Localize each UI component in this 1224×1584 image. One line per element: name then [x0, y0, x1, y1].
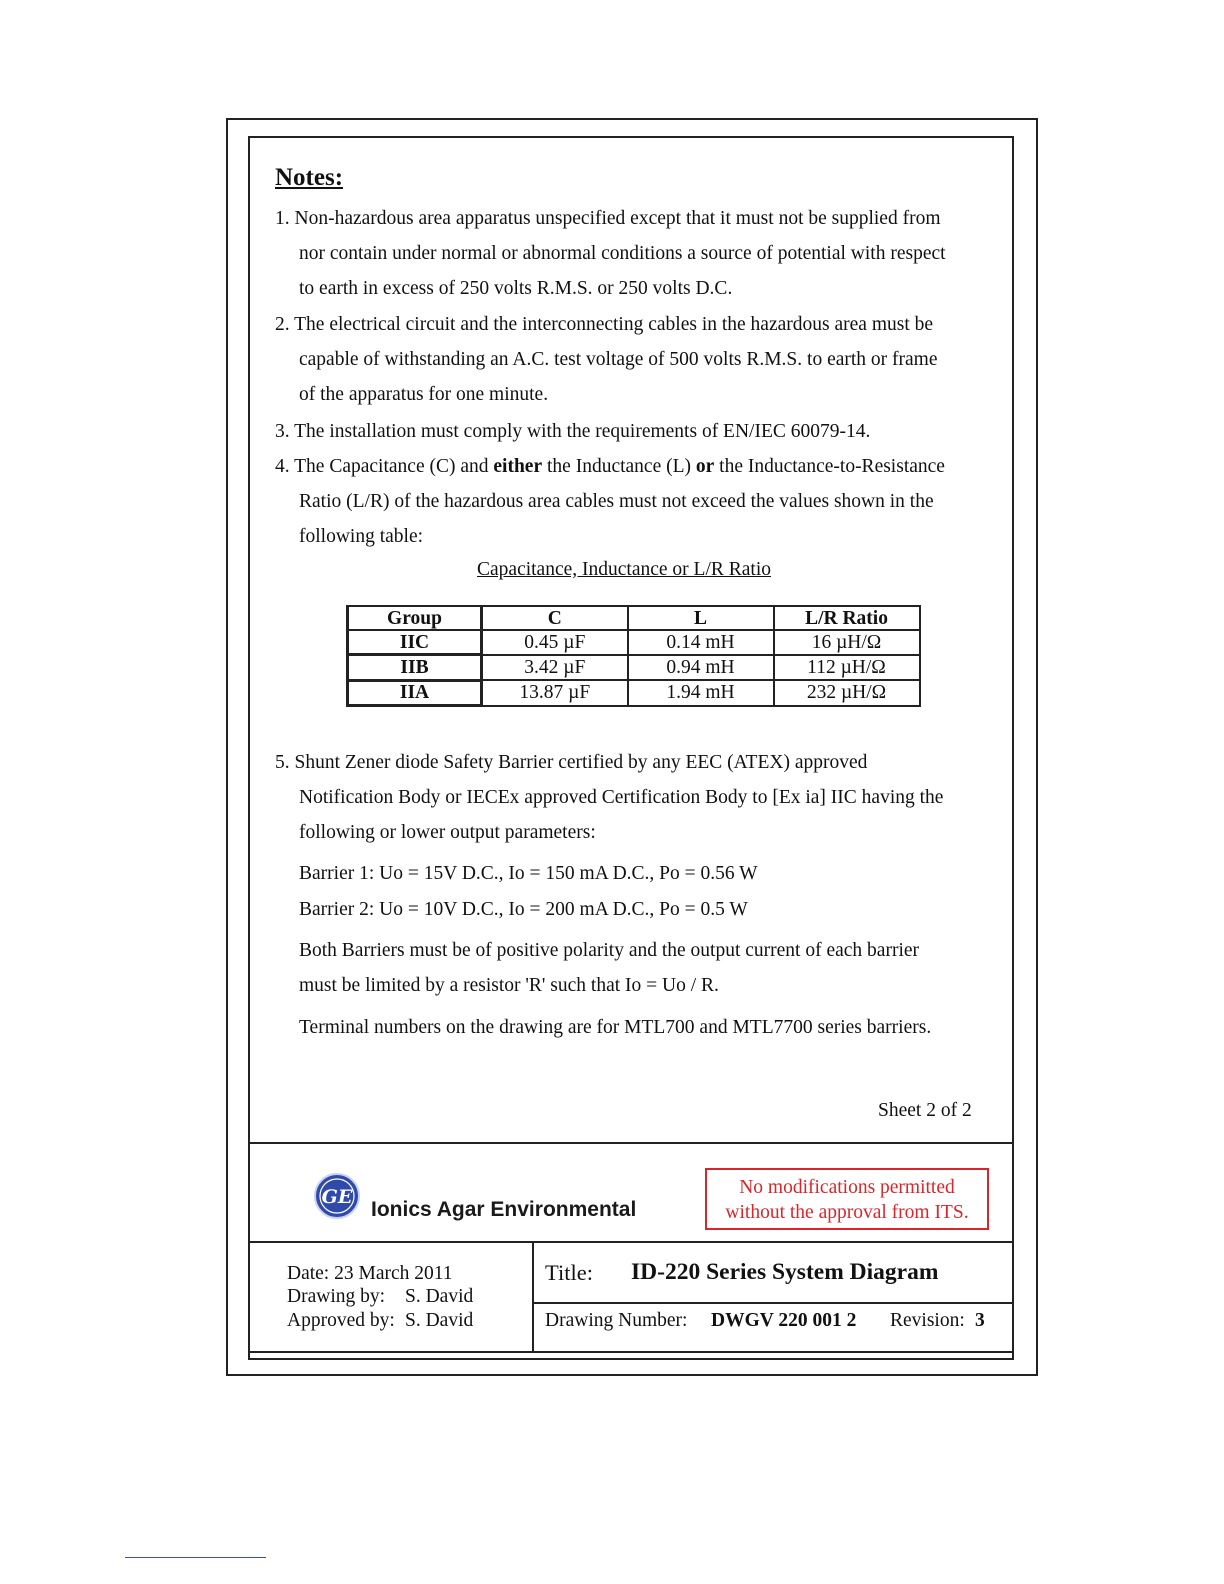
note-4-line-3: following table: — [299, 526, 424, 547]
drawing-date: Date: 23 March 2011 — [287, 1263, 453, 1284]
table-header-cell: L — [628, 606, 774, 630]
table-row — [348, 680, 920, 705]
table-cell-group: IIB — [348, 655, 482, 680]
note-1-line-3: to earth in excess of 250 volts R.M.S. or 250 volts D.C. — [299, 278, 733, 299]
table-cell-group: IIA — [348, 680, 482, 705]
title-block-top-divider — [248, 1142, 1014, 1144]
table-header-row — [348, 606, 920, 630]
table-cell: 232 µH/Ω — [774, 680, 920, 705]
table-cell: 0.14 mH — [628, 630, 774, 655]
table-cell: 0.45 µF — [482, 630, 628, 655]
emphasis-or: or — [695, 456, 715, 477]
drawing-title: ID-220 Series System Diagram — [631, 1259, 939, 1285]
note-5-line-1: 5. Shunt Zener diode Safety Barrier certified by any EEC (ATEX) approved — [275, 752, 868, 773]
title-label: Title: — [545, 1260, 593, 1285]
note-4-line-1: 4. The Capacitance (C) and either the Inductance (L) or the Inductance-to-Resistance — [275, 456, 945, 477]
company-name: Ionics Agar Environmental — [371, 1198, 637, 1221]
approved-by-value: S. David — [405, 1310, 474, 1331]
approved-by-label: Approved by: — [287, 1310, 395, 1331]
emphasis-either: either — [493, 456, 543, 477]
table-cell: 1.94 mH — [628, 680, 774, 705]
terminal-note: Terminal numbers on the drawing are for MTL700 and MTL7700 series barriers. — [299, 1017, 932, 1038]
capacitance-table — [346, 605, 921, 707]
table-row — [348, 655, 920, 680]
note-2-line-3: of the apparatus for one minute. — [299, 384, 549, 405]
sheet-number: Sheet 2 of 2 — [878, 1100, 972, 1121]
drawn-by-label: Drawing by: — [287, 1286, 386, 1307]
note-4-line-2: Ratio (L/R) of the hazardous area cables must not exceed the values shown in the — [299, 491, 934, 512]
revision-number: 3 — [975, 1310, 985, 1331]
title-block-mid-divider — [248, 1241, 1014, 1243]
note-5-line-2: Notification Body or IECEx approved Certification Body to [Ex ia] IIC having the — [299, 787, 944, 808]
polarity-line-1: Both Barriers must be of positive polarity and the output current of each barrier — [299, 940, 920, 961]
title-block-bottom-divider — [248, 1351, 1014, 1353]
table-header-cell: Group — [348, 606, 482, 630]
logo-text: GE — [321, 1186, 353, 1208]
revision-label: Revision: — [890, 1310, 965, 1331]
title-block-vertical-divider — [532, 1241, 534, 1353]
drawing-number: DWGV 220 001 2 — [711, 1310, 857, 1331]
table-caption: Capacitance, Inductance or L/R Ratio — [477, 559, 772, 580]
note-1-line-1: 1. Non-hazardous area apparatus unspecified except that it must not be supplied from — [275, 208, 941, 229]
note-3-line-1: 3. The installation must comply with the requirements of EN/IEC 60079-14. — [275, 421, 871, 442]
table-header-cell: L/R Ratio — [774, 606, 920, 630]
modification-notice — [705, 1168, 989, 1230]
drawn-by-value: S. David — [405, 1286, 474, 1307]
table-cell: 13.87 µF — [482, 680, 628, 705]
notice-line-1: No modifications permitted — [739, 1177, 955, 1198]
ge-logo-icon — [313, 1172, 361, 1220]
table-cell: 112 µH/Ω — [774, 655, 920, 680]
barrier-1-params: Barrier 1: Uo = 15V D.C., Io = 150 mA D.C., Po = 0.56 W — [299, 863, 758, 884]
note-1-line-2: nor contain under normal or abnormal conditions a source of potential with respect — [299, 243, 946, 264]
drawing-number-label: Drawing Number: — [545, 1310, 688, 1331]
table-cell-group: IIC — [348, 630, 482, 655]
table-cell: 16 µH/Ω — [774, 630, 920, 655]
table-header-cell: C — [482, 606, 628, 630]
title-block-title-divider — [532, 1302, 1014, 1304]
table-row — [348, 630, 920, 655]
table-cell: 3.42 µF — [482, 655, 628, 680]
table-cell: 0.94 mH — [628, 655, 774, 680]
note-5-line-3: following or lower output parameters: — [299, 822, 596, 843]
polarity-line-2: must be limited by a resistor 'R' such that Io = Uo / R. — [299, 975, 719, 996]
notes-heading: Notes: — [275, 164, 344, 191]
barrier-2-params: Barrier 2: Uo = 10V D.C., Io = 200 mA D.C., Po = 0.5 W — [299, 899, 748, 920]
note-2-line-2: capable of withstanding an A.C. test voltage of 500 volts R.M.S. to earth or frame — [299, 349, 938, 370]
notice-line-2: without the approval from ITS. — [725, 1202, 969, 1223]
note-2-line-1: 2. The electrical circuit and the interconnecting cables in the hazardous area must be — [275, 314, 934, 335]
footnote-separator — [125, 1557, 266, 1558]
